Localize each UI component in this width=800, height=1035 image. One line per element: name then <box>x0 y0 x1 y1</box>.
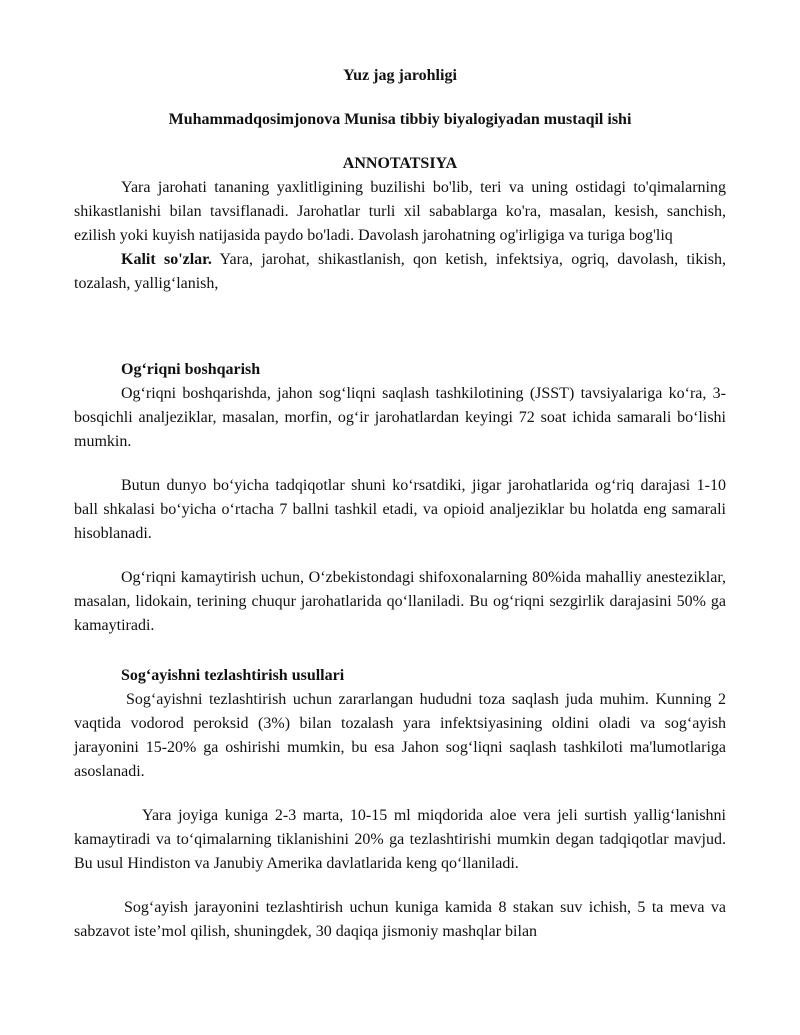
document-title: Yuz jag jarohligi <box>343 67 457 84</box>
annotation-heading: ANNOTATSIYA <box>342 155 458 172</box>
section-paragraph: Butun dunyo bo‘yicha tadqiqotlar shuni ko‘rsatdiki, jigar jarohatlarida og‘riq darajasi 1-10 ball shkalasi bo‘yicha o‘rtacha 7 ballni tashkil etadi, va opioid analjeziklar bu holatda eng samarali hisoblanadi. <box>74 477 726 542</box>
section-paragraph: Yara joyiga kuniga 2-3 marta, 10-15 ml miqdorida aloe vera jeli surtish yallig‘lanishni kamaytiradi va to‘qimalarning tiklanishini 20% ga tezlashtirishi mumkin degan tadqiqotlar mavjud. Bu usul Hindiston va Janubiy Amerika davlatlarida keng qo‘llaniladi. <box>74 807 726 872</box>
section-paragraph: Og‘riqni boshqarishda, jahon sog‘liqni saqlash tashkilotining (JSST) tavsiyalariga ko‘ra, 3-bosqichli analjeziklar, masalan, morfin, og‘ir jarohatlardan keyingi 72 soat ichida samarali bo‘lishi mumkin. <box>74 385 726 450</box>
keywords-paragraph <box>74 248 726 296</box>
section-heading-healing: Sog‘ayishni tezlashtirish usullari <box>121 667 345 684</box>
section-paragraph: Sog‘ayishni tezlashtirish uchun zararlangan hududni toza saqlash juda muhim. Kunning 2 vaqtida vodorod peroksid (3%) bilan tozalash yara infektsiyasining oldini oladi va sog‘ayish jarayonini 15-20% ga oshirishi mumkin, bu esa Jahon sog‘liqni saqlash tashkiloti ma'lumotlariga asoslanadi. <box>74 691 726 780</box>
keywords-text: Yara, jarohat, shikastlanish, qon ketish, infektsiya, ogriq, davolash, tikish, tozalash, yallig‘lanish, <box>74 251 727 292</box>
keywords-label: Kalit so'zlar. <box>121 251 212 268</box>
document-subtitle: Muhammadqosimjonova Munisa tibbiy biyalogiyadan mustaqil ishi <box>168 111 632 128</box>
section-paragraph: Og‘riqni kamaytirish uchun, O‘zbekistondagi shifoxonalarning 80%ida mahalliy anesteziklar, masalan, lidokain, terining chuqur jarohatlarida qo‘llaniladi. Bu og‘riqni sezgirlik darajasini 50% ga kamaytiradi. <box>74 569 726 634</box>
section-paragraph: Sog‘ayish jarayonini tezlashtirish uchun kuniga kamida 8 stakan suv ichish, 5 ta meva va sabzavot iste’mol qilish, shuningdek, 30 daqiqa jismoniy mashqlar bilan <box>74 899 726 940</box>
annotation-paragraph: Yara jarohati tananing yaxlitligining buzilishi bo'lib, teri va uning ostidagi to'qimalarning shikastlanishi bilan tavsiflanadi. Jarohatlar turli xil sabablarga ko'ra, masalan, kesish, sanchish, ezilish yoki kuyish natijasida paydo bo'ladi. Davolash jarohatning og'irligiga va turiga bog'liq <box>74 179 726 244</box>
section-heading-pain: Og‘riqni boshqarish <box>121 361 261 378</box>
document-page <box>74 64 726 944</box>
